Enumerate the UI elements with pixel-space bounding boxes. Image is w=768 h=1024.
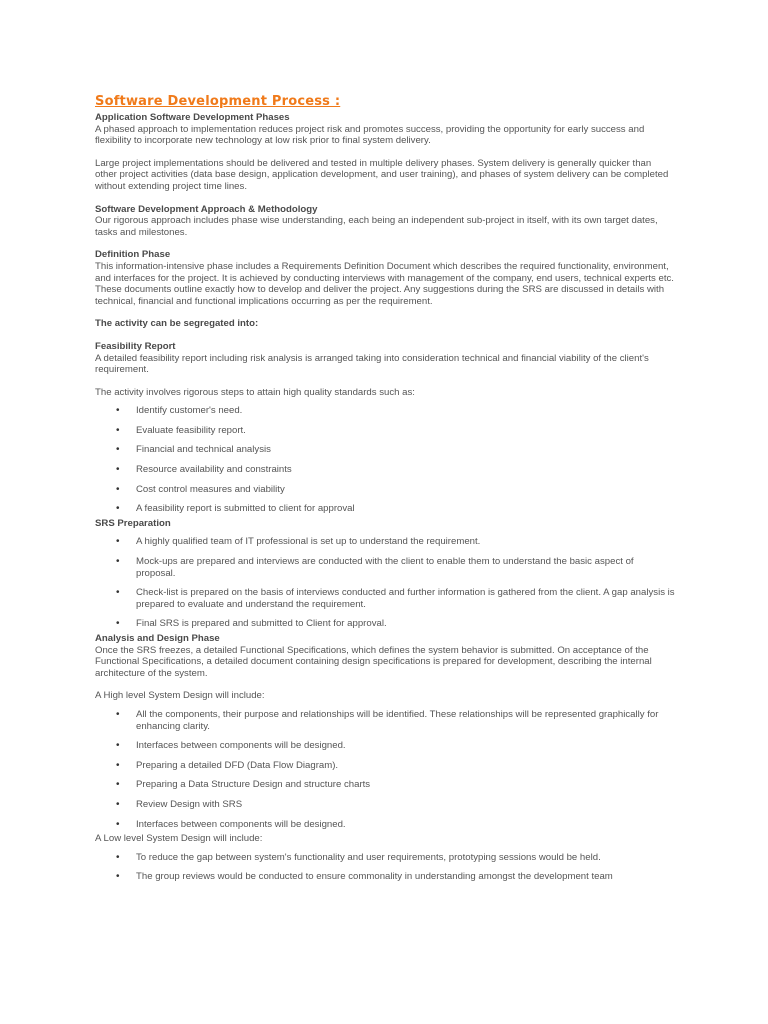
low-level-design-list [95,852,675,883]
list-item: • Check-list is prepared on the basis of interviews conducted and further information is gathered from the client. A gap analysis is prepared to evaluate and understand the requirement. [116,587,675,610]
feasibility-list [95,405,675,515]
heading-app-phases: Application Software Development Phases [95,112,290,123]
heading-analysis: Analysis and Design Phase [95,633,220,644]
paragraph: The activity involves rigorous steps to attain high quality standards such as: [95,386,415,398]
bullet-icon: • [116,556,120,568]
bullet-icon: • [116,536,120,548]
list-item: • The group reviews would be conducted to ensure commonality in understanding amongst the development team [116,871,613,883]
list-item: • Evaluate feasibility report. [116,424,246,436]
paragraph: Our rigorous approach includes phase wise understanding, each being an independent sub-project in itself, with its own target dates, tasks and milestones. [95,215,658,238]
heading-srs: SRS Preparation [95,517,171,529]
list-item: • Mock-ups are prepared and interviews are conducted with the client to enable them to understand the basic aspect of proposal. [116,556,634,579]
paragraph: A Low level System Design will include: [95,833,263,845]
list-item: • Interfaces between components will be designed. [116,740,346,752]
bullet-icon: • [116,618,120,630]
bullet-icon: • [116,708,120,720]
list-item: • Interfaces between components will be designed. [116,818,346,830]
bullet-icon: • [116,444,120,456]
list-item: • Financial and technical analysis [116,444,271,456]
bullet-icon: • [116,759,120,771]
paragraph: A detailed feasibility report including risk analysis is arranged taking into consideration technical and financial viability of the client's requirement. [95,352,649,376]
heading-definition: Definition Phase [95,249,171,261]
bullet-icon: • [116,871,120,883]
bullet-icon: • [116,483,120,495]
bullet-icon: • [116,740,120,752]
heading-feasibility: Feasibility Report [95,340,176,352]
document-title: Software Development Process : [95,94,341,109]
paragraph: Once the SRS freezes, a detailed Functional Specifications, which defines the system behavior is submitted. On acceptance of the Functional Specifications, a detailed document containing design specifications is prepared for development, describing the internal architecture of the system. [95,644,652,679]
heading-segregated: The activity can be segregated into: [95,318,259,330]
bullet-icon: • [116,818,120,830]
paragraph: This information-intensive phase includes a Requirements Definition Document which describes the required functionality, environment, and interfaces for the project. It is achieved by conducting interviews with management of the company, end users, technical experts etc. These documents outline exactly how to develop and deliver the project. Any suggestions during the SRS are discussed in details with technical, financial and functional implications occurring as per the requirement. [95,260,674,307]
list-item: • Cost control measures and viability [116,483,285,495]
bullet-icon: • [116,405,120,417]
document-body [95,94,675,891]
list-item: • Resource availability and constraints [116,464,292,476]
list-item: • Identify customer's need. [116,405,243,417]
list-item: • All the components, their purpose and relationships will be identified. These relationships will be represented graphically for enhancing clarity. [116,708,659,732]
list-item: • Final SRS is prepared and submitted to Client for approval. [116,618,387,630]
srs-list [95,536,675,630]
bullet-icon: • [116,798,120,810]
bullet-icon: • [116,464,120,476]
list-item: • A feasibility report is submitted to client for approval [116,503,355,515]
list-item: • Preparing a Data Structure Design and structure charts [116,779,371,791]
bullet-icon: • [116,851,120,863]
list-item: • Review Design with SRS [116,798,243,810]
heading-approach: Software Development Approach & Methodology [95,203,318,215]
high-level-design-list [95,709,675,830]
bullet-icon: • [116,779,120,791]
paragraph: Large project implementations should be delivered and tested in multiple delivery phases. System delivery is generally quicker than other project activities (data base design, application development, and user training), and phases of system delivery can be completed without extending project time lines. [95,157,669,192]
bullet-icon: • [116,503,120,515]
list-item: • To reduce the gap between system's functionality and user requirements, prototyping sessions would be held. [116,851,601,863]
paragraph: A phased approach to implementation reduces project risk and promotes success, providing the opportunity for early success and flexibility to incorporate new technology at low risk prior to final system delivery. [95,123,645,147]
list-item: • A highly qualified team of IT professional is set up to understand the requirement. [116,536,481,548]
list-item: • Preparing a detailed DFD (Data Flow Diagram). [116,759,339,771]
bullet-icon: • [116,587,120,599]
paragraph: A High level System Design will include: [95,690,265,702]
bullet-icon: • [116,424,120,436]
